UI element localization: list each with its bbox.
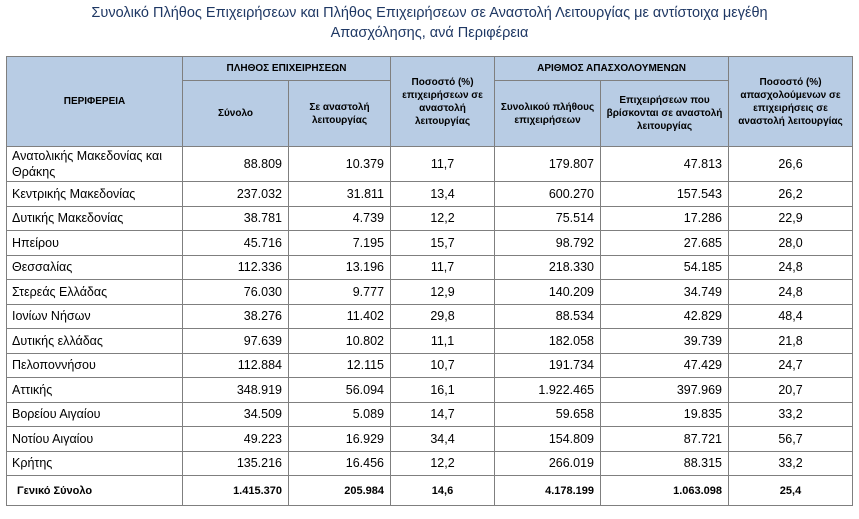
document-title: [0, 3, 859, 43]
header-employees-group: ΑΡΙΘΜΟΣ ΑΠΑΣΧΟΛΟΥΜΕΝΩΝ: [495, 57, 729, 81]
cell-pct-businesses: 12,9: [391, 280, 495, 305]
total-cell-suspended-employees: 1.063.098: [601, 476, 729, 506]
cell-region: Αττικής: [7, 378, 183, 403]
cell-region: Νοτίου Αιγαίου: [7, 427, 183, 452]
table-row: [7, 353, 853, 378]
cell-suspended-employees: 54.185: [601, 255, 729, 280]
total-cell-suspended: 205.984: [289, 476, 391, 506]
cell-total: 112.336: [183, 255, 289, 280]
cell-suspended: 56.094: [289, 378, 391, 403]
cell-total-employees: 182.058: [495, 329, 601, 354]
cell-region: Κεντρικής Μακεδονίας: [7, 182, 183, 207]
cell-region: Δυτικής Μακεδονίας: [7, 206, 183, 231]
cell-suspended: 4.739: [289, 206, 391, 231]
cell-total-employees: 140.209: [495, 280, 601, 305]
cell-pct-employees: 24,8: [729, 280, 853, 305]
cell-total: 88.809: [183, 147, 289, 182]
cell-pct-employees: 24,8: [729, 255, 853, 280]
cell-pct-businesses: 12,2: [391, 451, 495, 476]
header-region: ΠΕΡΙΦΕΡΕΙΑ: [7, 57, 183, 147]
cell-suspended-employees: 397.969: [601, 378, 729, 403]
table-row: [7, 147, 853, 182]
cell-pct-businesses: 16,1: [391, 378, 495, 403]
cell-total: 112.884: [183, 353, 289, 378]
cell-suspended: 13.196: [289, 255, 391, 280]
cell-region: Ανατολικής Μακεδονίας και Θράκης: [7, 147, 183, 182]
total-cell-total: 1.415.370: [183, 476, 289, 506]
title-line-2: Απασχόλησης, ανά Περιφέρεια: [330, 25, 529, 41]
table-row: [7, 280, 853, 305]
cell-suspended: 10.802: [289, 329, 391, 354]
cell-suspended-employees: 34.749: [601, 280, 729, 305]
total-cell-pct-businesses: 14,6: [391, 476, 495, 506]
cell-region: Κρήτης: [7, 451, 183, 476]
cell-pct-businesses: 15,7: [391, 231, 495, 256]
cell-suspended-employees: 157.543: [601, 182, 729, 207]
cell-pct-businesses: 34,4: [391, 427, 495, 452]
cell-suspended: 9.777: [289, 280, 391, 305]
cell-region: Στερεάς Ελλάδας: [7, 280, 183, 305]
cell-total: 348.919: [183, 378, 289, 403]
header-total: Σύνολο: [183, 81, 289, 147]
cell-region: Θεσσαλίας: [7, 255, 183, 280]
cell-pct-businesses: 14,7: [391, 402, 495, 427]
cell-pct-employees: 21,8: [729, 329, 853, 354]
cell-suspended: 16.456: [289, 451, 391, 476]
cell-pct-employees: 26,6: [729, 147, 853, 182]
cell-suspended: 31.811: [289, 182, 391, 207]
total-cell-pct-employees: 25,4: [729, 476, 853, 506]
cell-total: 49.223: [183, 427, 289, 452]
header-suspended-employees: Επιχειρήσεων που βρίσκονται σε αναστολή λειτουργίας: [601, 81, 729, 147]
cell-suspended-employees: 88.315: [601, 451, 729, 476]
cell-suspended: 7.195: [289, 231, 391, 256]
table-row: [7, 402, 853, 427]
cell-region: Βορείου Αιγαίου: [7, 402, 183, 427]
cell-pct-businesses: 13,4: [391, 182, 495, 207]
cell-suspended-employees: 39.739: [601, 329, 729, 354]
cell-total: 76.030: [183, 280, 289, 305]
cell-suspended: 12.115: [289, 353, 391, 378]
cell-total: 38.276: [183, 304, 289, 329]
cell-suspended-employees: 42.829: [601, 304, 729, 329]
cell-total-employees: 59.658: [495, 402, 601, 427]
table-row: [7, 451, 853, 476]
cell-pct-employees: 26,2: [729, 182, 853, 207]
cell-region: Πελοποννήσου: [7, 353, 183, 378]
header-businesses-group: ΠΛΗΘΟΣ ΕΠΙΧΕΙΡΗΣΕΩΝ: [183, 57, 391, 81]
cell-suspended: 10.379: [289, 147, 391, 182]
cell-pct-businesses: 11,7: [391, 147, 495, 182]
cell-total: 237.032: [183, 182, 289, 207]
table-row: [7, 378, 853, 403]
cell-total: 38.781: [183, 206, 289, 231]
header-total-employees: Συνολικού πλήθους επιχειρήσεων: [495, 81, 601, 147]
table-row: [7, 255, 853, 280]
cell-pct-businesses: 12,2: [391, 206, 495, 231]
cell-pct-employees: 22,9: [729, 206, 853, 231]
header-pct-employees: Ποσοστό (%) απασχολούμενων σε επιχειρήσεις σε αναστολή λειτουργίας: [729, 57, 853, 147]
table-row: [7, 427, 853, 452]
cell-suspended: 5.089: [289, 402, 391, 427]
table-row: [7, 182, 853, 207]
cell-suspended: 16.929: [289, 427, 391, 452]
total-cell-total-employees: 4.178.199: [495, 476, 601, 506]
cell-pct-employees: 33,2: [729, 451, 853, 476]
cell-suspended: 11.402: [289, 304, 391, 329]
cell-total: 45.716: [183, 231, 289, 256]
cell-total-employees: 154.809: [495, 427, 601, 452]
cell-pct-employees: 28,0: [729, 231, 853, 256]
cell-suspended-employees: 87.721: [601, 427, 729, 452]
cell-total-employees: 88.534: [495, 304, 601, 329]
cell-region: Ηπείρου: [7, 231, 183, 256]
table-row: [7, 206, 853, 231]
total-row: [7, 476, 853, 506]
cell-total-employees: 75.514: [495, 206, 601, 231]
table-row: [7, 304, 853, 329]
cell-suspended-employees: 19.835: [601, 402, 729, 427]
table-header: [7, 57, 853, 147]
cell-suspended-employees: 47.429: [601, 353, 729, 378]
table-row: [7, 329, 853, 354]
cell-pct-employees: 33,2: [729, 402, 853, 427]
cell-region: Δυτικής ελλάδας: [7, 329, 183, 354]
header-pct-businesses: Ποσοστό (%) επιχειρήσεων σε αναστολή λειτουργίας: [391, 57, 495, 147]
cell-total-employees: 179.807: [495, 147, 601, 182]
cell-total: 97.639: [183, 329, 289, 354]
cell-total-employees: 98.792: [495, 231, 601, 256]
cell-total: 34.509: [183, 402, 289, 427]
cell-pct-businesses: 11,7: [391, 255, 495, 280]
cell-total-employees: 1.922.465: [495, 378, 601, 403]
regional-business-table: [6, 56, 853, 506]
cell-suspended-employees: 27.685: [601, 231, 729, 256]
total-cell-region: Γενικό Σύνολο: [7, 476, 183, 506]
cell-suspended-employees: 17.286: [601, 206, 729, 231]
cell-total-employees: 218.330: [495, 255, 601, 280]
cell-total: 135.216: [183, 451, 289, 476]
cell-pct-businesses: 10,7: [391, 353, 495, 378]
cell-pct-employees: 56,7: [729, 427, 853, 452]
cell-pct-employees: 20,7: [729, 378, 853, 403]
header-suspended: Σε αναστολή λειτουργίας: [289, 81, 391, 147]
cell-pct-employees: 24,7: [729, 353, 853, 378]
cell-pct-businesses: 11,1: [391, 329, 495, 354]
cell-total-employees: 191.734: [495, 353, 601, 378]
cell-total-employees: 600.270: [495, 182, 601, 207]
cell-pct-businesses: 29,8: [391, 304, 495, 329]
table-body: [7, 147, 853, 506]
table-row: [7, 231, 853, 256]
cell-pct-employees: 48,4: [729, 304, 853, 329]
title-line-1: Συνολικό Πλήθος Επιχειρήσεων και Πλήθος Επιχειρήσεων σε Αναστολή Λειτουργίας με αντίστοιχα μεγέθη: [91, 5, 768, 21]
cell-suspended-employees: 47.813: [601, 147, 729, 182]
cell-total-employees: 266.019: [495, 451, 601, 476]
cell-region: Ιονίων Νήσων: [7, 304, 183, 329]
